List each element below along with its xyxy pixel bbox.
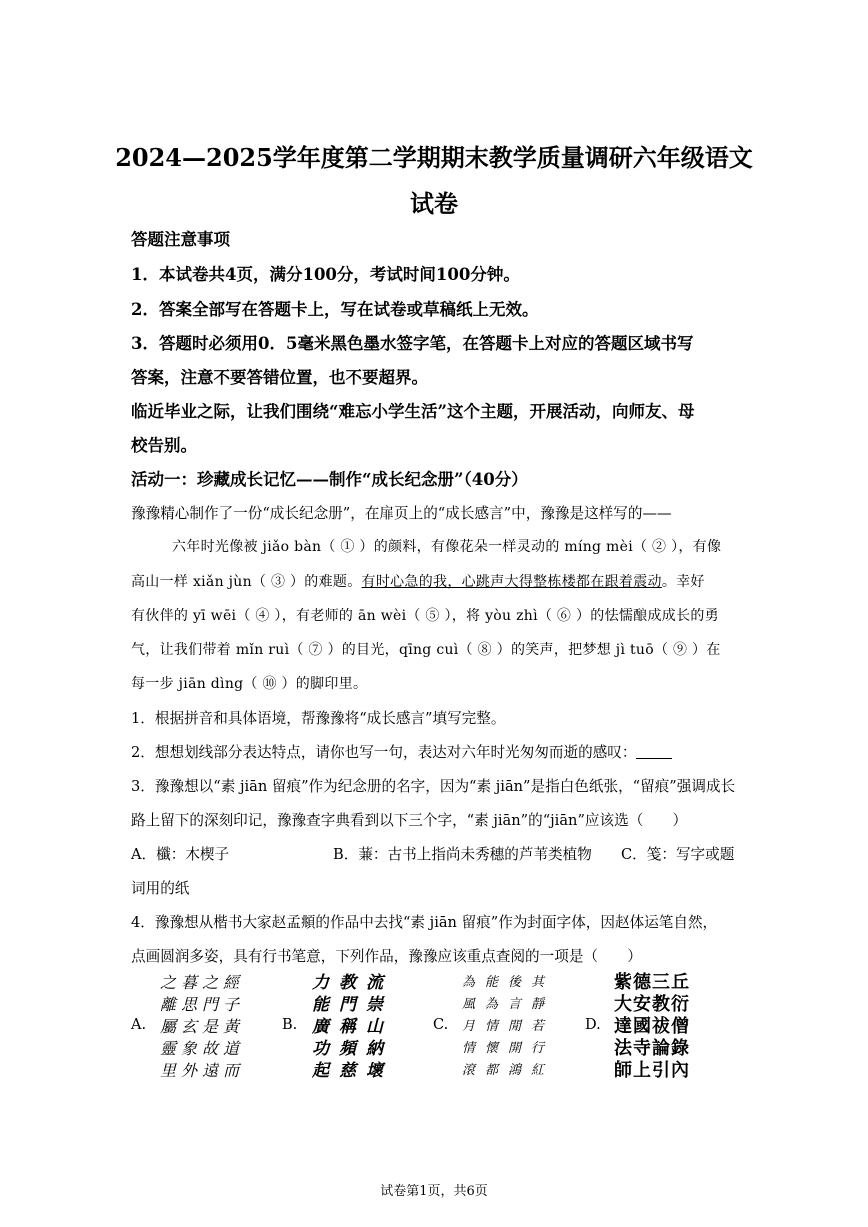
note-2: 2．答案全部写在答题卡上，写在试卷或草稿纸上无效。 xyxy=(131,300,539,319)
passage-text: 高山一样 xiǎn jùn（ ③ ）的难题。 xyxy=(131,574,362,590)
passage-line-5: 每一步 jiān dìng（ ⑩ ）的脚印里。 xyxy=(131,676,368,692)
option-c: C．笺：写字或题 xyxy=(621,846,735,863)
calligraphy-row: 靈象故道 xyxy=(160,1039,245,1058)
calligraphy-sample xyxy=(614,972,690,1082)
note-1: 1．本试卷共4页，满分100分，考试时间100分钟。 xyxy=(131,265,520,284)
calligraphy-row: 廣稱山 xyxy=(312,1017,393,1037)
calligraphy-row: 月情閒若 xyxy=(462,1019,555,1034)
calligraphy-row: 法寺論錄 xyxy=(614,1038,690,1059)
passage-line-4: 气，让我们带着 mǐn ruì（ ⑦ ）的目光，qīng cuì（ ⑧ ）的笑声，把梦想 jì tuō（ ⑨ ）在 xyxy=(131,642,721,658)
calligraphy-sample xyxy=(312,972,393,1082)
option-b: B．蒹：古书上指尚未秀穗的芦苇类植物 xyxy=(333,846,592,863)
question-2-text: 2．想想划线部分表达特点，请你也写一句，表达对六年时光匆匆而逝的感叹： xyxy=(131,744,637,761)
note-3: 3．答题时必须用0．5毫米黑色墨水签字笔，在答题卡上对应的答题区域书写 xyxy=(131,334,694,353)
activity-lead: 豫豫精心制作了一份“成长纪念册”，在扉页上的“成长感言”中，豫豫是这样写的—— xyxy=(131,505,672,522)
calligraphy-row: 之暮之經 xyxy=(160,973,245,992)
choice-label: B. xyxy=(282,1017,298,1033)
calligraphy-row: 紫德三丘 xyxy=(614,972,690,993)
choice-label: A. xyxy=(131,1017,147,1033)
calligraphy-sample xyxy=(160,972,244,1082)
intro-text: 临近毕业之际，让我们围绕“难忘小学生活”这个主题，开展活动，向师友、母 xyxy=(131,402,695,421)
question-3-continued: 路上留下的深刻印记，豫豫查字典看到以下三个字，“素 jiān”的“jiān”应该选（ ） xyxy=(131,812,688,829)
calligraphy-row: 風為言靜 xyxy=(462,997,555,1012)
page-footer: 试卷第1页，共6页 xyxy=(380,1184,488,1199)
option-a: A．櫼：木楔子 xyxy=(131,846,230,863)
answer-blank xyxy=(636,744,672,759)
calligraphy-row: 大安教衍 xyxy=(614,994,690,1015)
underlined-sentence: 有时心急的我，心跳声大得整栋楼都在跟着震动 xyxy=(361,574,662,590)
page-title-continued: 试卷 xyxy=(410,189,458,218)
passage-line-1: 六年时光像被 jiǎo bàn（ ① ）的颜料，有像花朵一样灵动的 míng mèi（ ② ），有像 xyxy=(172,539,722,555)
choice-label: D. xyxy=(585,1017,601,1033)
question-4-continued: 点画圆润多姿，具有行书笔意，下列作品，豫豫应该重点查阅的一项是（ ） xyxy=(131,948,642,965)
question-3: 3．豫豫想以“素 jiān 留痕”作为纪念册的名字，因为“素 jiān”是指白色纸张，“留痕”强调成长 xyxy=(131,778,736,795)
calligraphy-row: 達國祓僧 xyxy=(614,1016,690,1037)
calligraphy-row: 里外遠而 xyxy=(160,1061,245,1080)
question-4: 4．豫豫想从楷书大家赵孟頫的作品中去找“素 jiān 留痕”作为封面字体，因赵体运笔自然， xyxy=(131,914,718,931)
passage-line-3: 有伙伴的 yī wēi（ ④ ），有老师的 ān wèi（ ⑤ ），将 yòu zhì（ ⑥ ）的怯懦酿成成长的勇 xyxy=(131,608,719,624)
choice-label: C. xyxy=(433,1017,449,1033)
page-title: 2024—2025学年度第二学期期末教学质量调研六年级语文 xyxy=(115,143,753,172)
calligraphy-row: 為能後其 xyxy=(462,975,555,990)
intro-text-continued: 校告别。 xyxy=(131,436,197,455)
option-c-continued: 词用的纸 xyxy=(131,880,190,897)
question-1: 1．根据拼音和具体语境，帮豫豫将“成长感言”填写完整。 xyxy=(131,710,506,727)
question-2 xyxy=(131,741,741,762)
calligraphy-row: 力教流 xyxy=(312,973,393,993)
note-3-continued: 答案，注意不要答错位置，也不要超界。 xyxy=(131,368,428,387)
calligraphy-row: 功頻納 xyxy=(312,1039,393,1059)
calligraphy-row: 滾都鴻紅 xyxy=(462,1063,555,1078)
question-3-options xyxy=(131,843,741,864)
calligraphy-row: 屬玄是黃 xyxy=(160,1017,245,1036)
passage-text: 。幸好 xyxy=(661,574,705,590)
calligraphy-row: 情懷開行 xyxy=(462,1041,555,1056)
notes-heading: 答题注意事项 xyxy=(131,230,230,249)
calligraphy-row: 起慈壞 xyxy=(312,1061,393,1081)
calligraphy-row: 離思門子 xyxy=(160,995,245,1014)
calligraphy-row: 能門崇 xyxy=(312,995,393,1015)
activity-heading: 活动一：珍藏成长记忆——制作“成长纪念册”（40分） xyxy=(131,470,528,489)
calligraphy-sample xyxy=(462,972,554,1082)
passage-line-2 xyxy=(131,571,741,591)
calligraphy-row: 師上引內 xyxy=(614,1060,690,1081)
